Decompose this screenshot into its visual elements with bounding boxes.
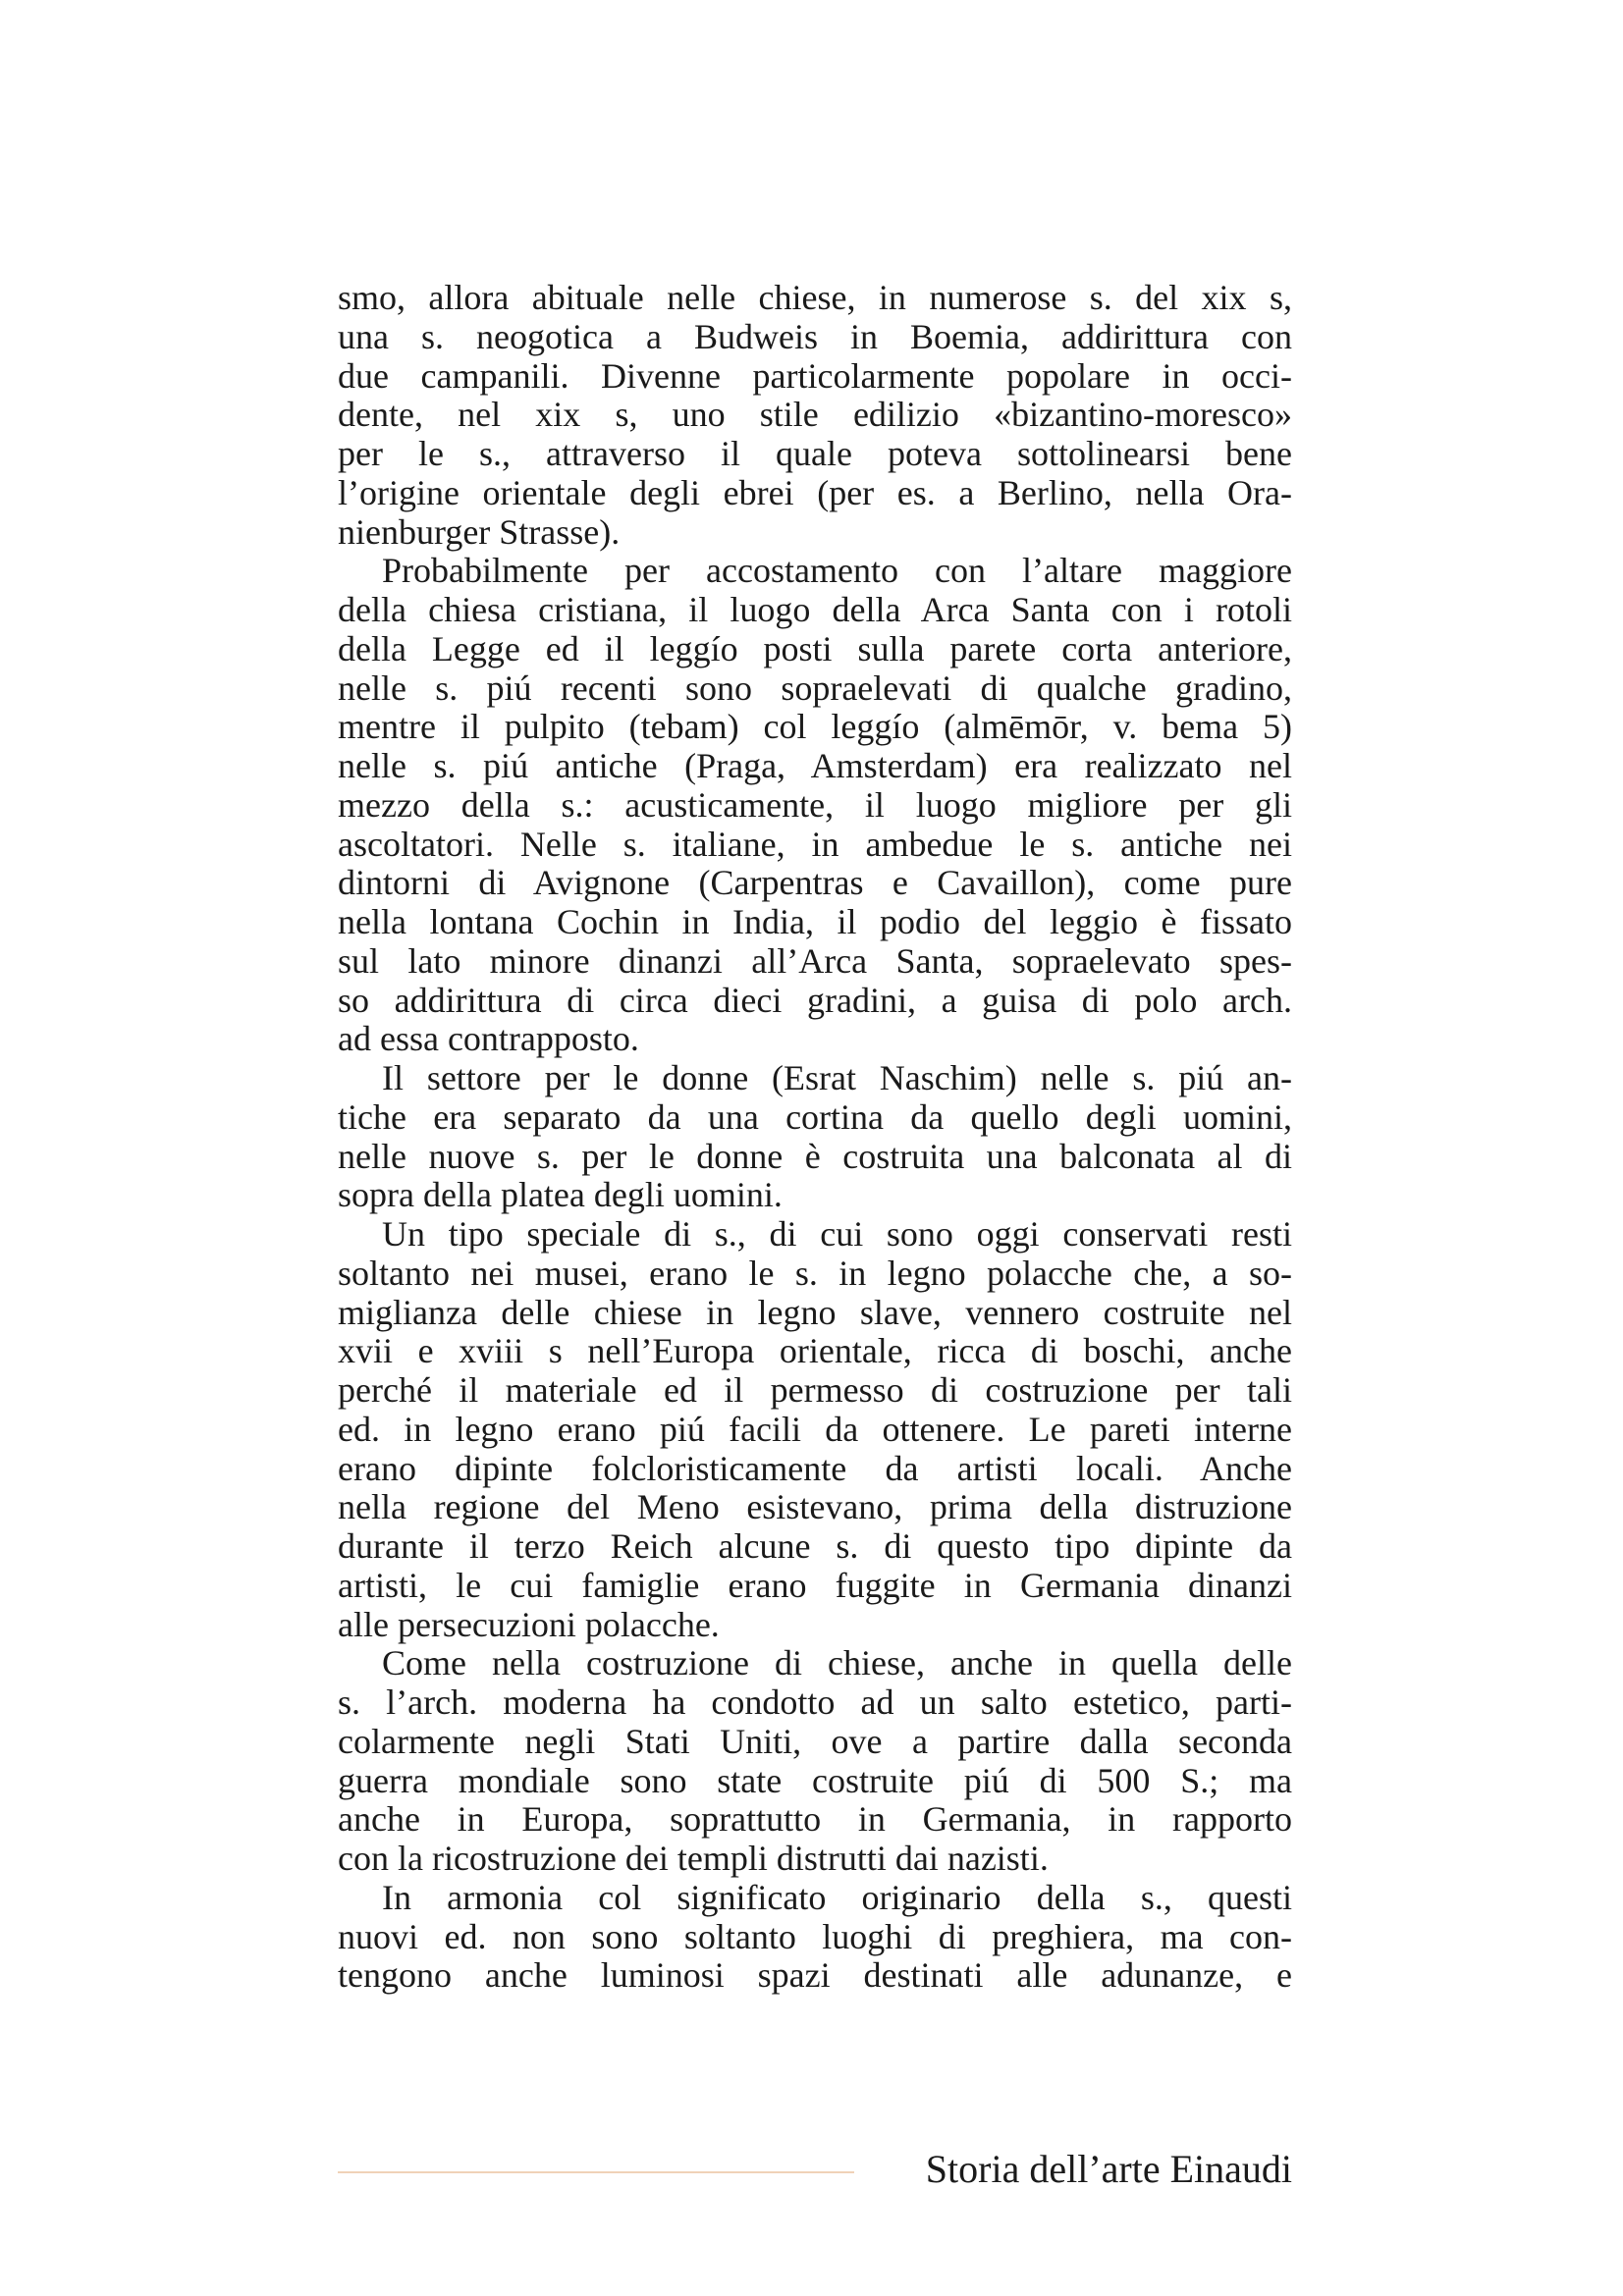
- text-line: nelle nuove s. per le donne è costruita una balconata al di: [338, 1136, 1292, 1176]
- footer-title: Storia dell’arte Einaudi: [925, 2147, 1292, 2191]
- text-line: dintorni di Avignone (Carpentras e Cavaillon), come pure: [338, 863, 1292, 903]
- text-line: tiche era separato da una cortina da quello degli uomini,: [338, 1096, 1292, 1137]
- text-line: nienburger Strasse).: [338, 511, 621, 552]
- text-line: In armonia col significato originario della s., questi: [382, 1877, 1292, 1917]
- text-line: colarmente negli Stati Uniti, ove a partire dalla seconda: [338, 1721, 1292, 1761]
- text-line: nella lontana Cochin in India, il podio del leggio è fissato: [338, 902, 1292, 941]
- text-line: tengono anche luminosi spazi destinati alle adunanze, e: [338, 1955, 1292, 1996]
- text-line: sopra della platea degli uomini.: [338, 1175, 783, 1215]
- text-line: nelle s. piú recenti sono sopraelevati di qualche gradino,: [338, 667, 1292, 708]
- text-line: erano dipinte folcloristicamente da artisti locali. Anche: [338, 1448, 1292, 1488]
- text-line: Come nella costruzione di chiese, anche in quella delle: [382, 1643, 1292, 1683]
- text-line: mezzo della s.: acusticamente, il luogo migliore per gli: [338, 784, 1292, 825]
- text-line: della Legge ed il leggío posti sulla parete corta anteriore,: [338, 628, 1292, 668]
- text-line: della chiesa cristiana, il luogo della Arca Santa con i rotoli: [338, 590, 1292, 629]
- text-line: dente, nel xix s, uno stile edilizio «bizantino-moresco»: [338, 395, 1292, 435]
- text-line: sul lato minore dinanzi all’Arca Santa, sopraelevato spes-: [338, 940, 1292, 981]
- footer-divider: [338, 2171, 854, 2173]
- text-line: Probabilmente per accostamento con l’altare maggiore: [382, 551, 1292, 591]
- text-line: guerra mondiale sono state costruite piú di 500 S.; ma: [338, 1760, 1292, 1800]
- text-line: durante il terzo Reich alcune s. di questo tipo dipinte da: [338, 1526, 1292, 1566]
- text-line: Il settore per le donne (Esrat Naschim) nelle s. piú an-: [382, 1058, 1292, 1097]
- text-line: mentre il pulpito (tebam) col leggío (almēmōr, v. bema 5): [338, 707, 1292, 747]
- text-line: due campanili. Divenne particolarmente popolare in occi-: [338, 355, 1292, 396]
- body-text: [338, 279, 1292, 1996]
- text-line: smo, allora abituale nelle chiese, in numerose s. del xix s,: [338, 278, 1292, 317]
- text-line: Un tipo speciale di s., di cui sono oggi conservati resti: [382, 1214, 1292, 1254]
- text-line: anche in Europa, soprattutto in Germania, in rapporto: [338, 1799, 1292, 1840]
- text-line: perché il materiale ed il permesso di costruzione per tali: [338, 1370, 1292, 1410]
- text-line: nelle s. piú antiche (Praga, Amsterdam) era realizzato nel: [338, 746, 1292, 785]
- text-line: artisti, le cui famiglie erano fuggite in Germania dinanzi: [338, 1565, 1292, 1605]
- text-line: ed. in legno erano piú facili da ottenere. Le pareti interne: [338, 1409, 1292, 1449]
- text-line: con la ricostruzione dei templi distrutti dai nazisti.: [338, 1839, 1049, 1878]
- text-line: xvii e xviii s nell’Europa orientale, ricca di boschi, anche: [338, 1331, 1292, 1371]
- text-line: l’origine orientale degli ebrei (per es. a Berlino, nella Ora-: [338, 472, 1292, 512]
- text-line: alle persecuzioni polacche.: [338, 1604, 720, 1644]
- text-line: nella regione del Meno esistevano, prima della distruzione: [338, 1487, 1292, 1527]
- text-line: ascoltatori. Nelle s. italiane, in ambedue le s. antiche nei: [338, 824, 1292, 864]
- text-line: ad essa contrapposto.: [338, 1019, 639, 1059]
- text-line: soltanto nei musei, erano le s. in legno polacche che, a so-: [338, 1253, 1292, 1293]
- text-line: una s. neogotica a Budweis in Boemia, addirittura con: [338, 316, 1292, 356]
- text-line: miglianza delle chiese in legno slave, vennero costruite nel: [338, 1292, 1292, 1332]
- text-line: so addirittura di circa dieci gradini, a guisa di polo arch.: [338, 980, 1292, 1020]
- text-line: per le s., attraverso il quale poteva sottolinearsi bene: [338, 434, 1292, 473]
- text-line: s. l’arch. moderna ha condotto ad un salto estetico, parti-: [338, 1682, 1292, 1722]
- text-line: nuovi ed. non sono soltanto luoghi di preghiera, ma con-: [338, 1916, 1292, 1956]
